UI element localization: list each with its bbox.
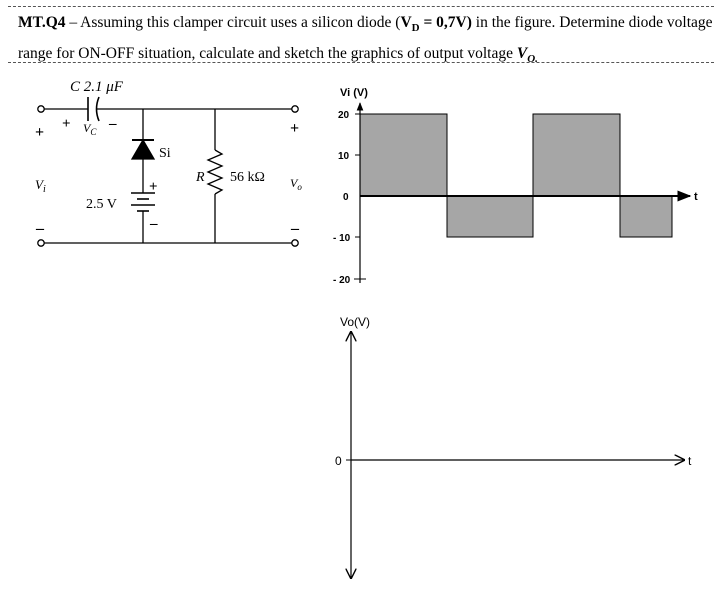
diode-symbol — [132, 140, 154, 159]
input-x-label: t — [694, 191, 698, 203]
battery-plus: + — [149, 179, 158, 195]
input-tick-minus20: - 20 — [333, 275, 351, 286]
question-id: MT.Q4 — [18, 14, 66, 31]
battery-minus: – — [150, 216, 158, 232]
input-terminal-bottom[interactable] — [38, 240, 44, 246]
battery-label: 2.5 V — [86, 197, 117, 212]
resistor-name: R — [196, 170, 205, 185]
output-terminal-top[interactable] — [292, 106, 298, 112]
output-y-label: Vo(V) — [340, 315, 371, 329]
input-pulse-high-2 — [533, 114, 620, 196]
input-tick-20: 20 — [338, 110, 350, 121]
question-text-b: in the figure. Determine diode voltage range for ON-OFF situation, calculate and sketch the graphics of output voltage — [18, 14, 713, 63]
input-minus: – — [36, 220, 44, 237]
vo-label: $V_{O.}$ — [516, 45, 538, 66]
resistor-zigzag — [208, 150, 222, 194]
vc-label: $V_C$ — [83, 121, 97, 137]
capacitor-label: C 2.1 μF — [70, 79, 123, 95]
input-label: $V_i$ — [35, 177, 46, 195]
input-terminal-top[interactable] — [38, 106, 44, 112]
vc-plus: + — [62, 116, 71, 132]
input-tick-minus10: - 10 — [333, 233, 351, 244]
output-minus: – — [291, 220, 299, 237]
input-waveform — [360, 114, 672, 237]
output-plus: + — [290, 120, 300, 137]
input-plus: + — [35, 124, 45, 141]
input-pulse-high-1 — [360, 114, 447, 196]
vc-minus: – — [109, 116, 117, 132]
input-pulse-low-2 — [620, 196, 672, 237]
input-tick-10: 10 — [338, 151, 350, 162]
input-graph — [333, 87, 698, 286]
vd-label: $V_D = 0,7V$) — [400, 14, 472, 35]
input-y-label: Vi (V) — [340, 87, 368, 99]
output-x-label: t — [688, 454, 692, 468]
question-text-a: Assuming this clamper circuit uses a silicon diode ( — [80, 14, 401, 31]
output-origin-label: 0 — [335, 454, 342, 468]
diode-label: Si — [159, 146, 171, 161]
output-graph — [335, 315, 692, 578]
question-dash: – — [65, 14, 81, 31]
input-pulse-low-1 — [447, 196, 533, 237]
output-label: $V_o$ — [290, 176, 302, 192]
resistor-value: 56 kΩ — [230, 170, 265, 185]
output-terminal-bottom[interactable] — [292, 240, 298, 246]
circuit-labels — [35, 79, 302, 237]
input-tick-0: 0 — [343, 192, 349, 203]
